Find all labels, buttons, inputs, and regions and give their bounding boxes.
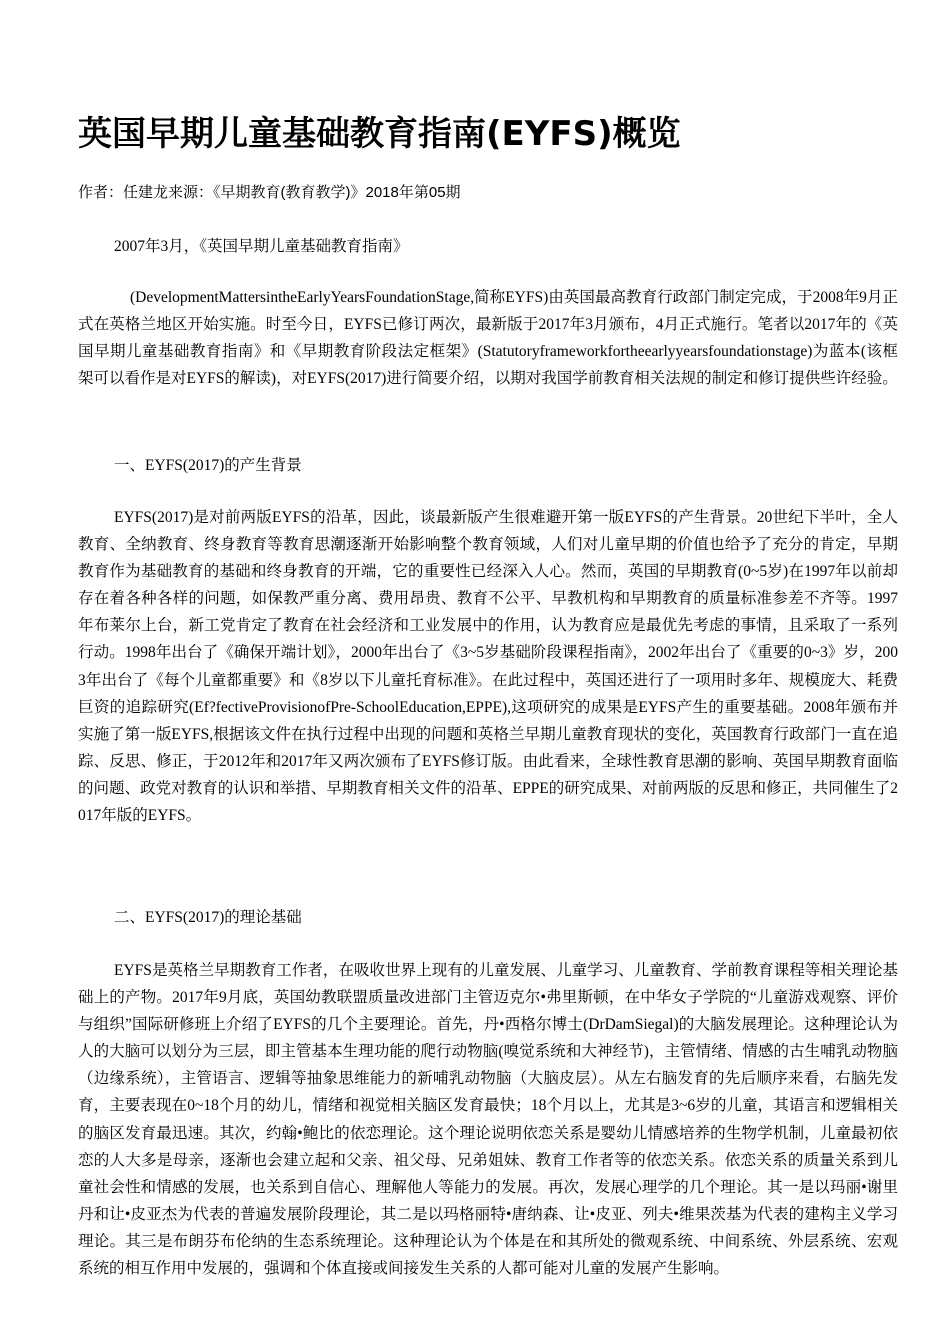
background-paragraph: EYFS(2017)是对前两版EYFS的沿革，因此，谈最新版产生很难避开第一版EYFS的产生背景。20世纪下半叶，全人教育、全纳教育、终身教育等教育思潮逐渐开始影响整个教育领域，人们对儿童早期的价值也给予了充分的肯定，早期教育作为基础教育的基础和终身教育的开端，它的重要性已经深入人心。然而，英国的早期教育(0~5岁)在1997年以前却存在着各种各样的问题，如保教严重分离、费用昂贵、教育不公平、早教机构和早期教育的质量标准参差不齐等。1997年布莱尔上台，新工党肯定了教育在社会经济和工业发展中的作用，认为教育应是最优先考虑的事情，且采取了一系列行动。1998年出台了《确保开端计划》，2000年出台了《3~5岁基础阶段课程指南》，2002年出台了《重要的0~3》岁，2003年出台了《每个儿童都重要》和《8岁以下儿童托育标准》。在此过程中，英国还进行了一项用时多年、规模庞大、耗费巨资的追踪研究(Ef?fectiveProvisionofPre-SchoolEducation,EPPE),这项研究的成果是EYFS产生的重要基础。2008年颁布并实施了第一版EYFS,根据该文件在执行过程中出现的问题和英格兰早期儿童教育现状的变化，英国教育行政部门一直在追踪、反思、修正，于2012年和2017年又两次颁布了EYFS修订版。由此看来，全球性教育思潮的影响、英国早期教育面临的问题、政党对教育的认识和举措、早期教育相关文件的沿革、EPPE的研究成果、对前两版的反思和修正，共同催生了2017年版的EYFS。 — [78, 509, 898, 825]
section-heading-theory: 二、EYFS(2017)的理论基础 — [114, 909, 302, 926]
theory-paragraph: EYFS是英格兰早期教育工作者，在吸收世界上现有的儿童发展、儿童学习、儿童教育、学前教育课程等相关理论基础上的产物。2017年9月底，英国幼教联盟质量改进部门主管迈克尔•弗里斯顿，在中华女子学院的“儿童游戏观察、评价与组织”国际研修班上介绍了EYFS的几个主要理论。首先，丹•西格尔博士(DrDamSiegal)的大脑发展理论。这种理论认为人的大脑可以划分为三层，即主管基本生理功能的爬行动物脑(嗅觉系统和大神经节)，主管情绪、情感的古生哺乳动物脑（边缘系统），主管语言、逻辑等抽象思维能力的新哺乳动物脑（大脑皮层）。从左右脑发育的先后顺序来看，右脑先发育，主要表现在0~18个月的幼儿，情绪和视觉相关脑区发育最快；18个月以上，尤其是3~6岁的儿童，其语言和逻辑相关的脑区发育最迅速。其次，约翰•鲍比的依恋理论。这个理论说明依恋关系是婴幼儿情感培养的生物学机制，儿童最初依恋的人大多是母亲，逐渐也会建立起和父亲、祖父母、兄弟姐妹、教育工作者等的依恋关系。依恋关系的质量关系到儿童社会性和情感的发展，也关系到自信心、理解他人等能力的发展。再次，发展心理学的几个理论。其一是以玛丽•谢里丹和让•皮亚杰为代表的普遍发展阶段理论，其二是以玛格丽特•唐纳森、让•皮亚、列夫•维果茨基为代表的建构主义学习理论。其三是布朗芬布伦纳的生态系统理论。这种理论认为个体是在和其所处的微观系统、中间系统、外层系统、宏观系统的相互作用中发展的，强调和个体直接或间接发生关系的人都可能对儿童的发展产生影响。 — [78, 962, 898, 1278]
intro-paragraph: (DevelopmentMattersintheEarlyYearsFoundationStage,简称EYFS)由英国最高教育行政部门制定完成，于2008年9月正式在英格兰地区开始实施。时至今日，EYFS已修订两次，最新版于2017年3月颁布，4月正式施行。笔者以2017年的《英国早期儿童基础教育指南》和《早期教育阶段法定框架》(Statutoryframeworkfortheearlyyearsfoundationstage)为蓝本(该框架可以看作是对EYFS的解读)，对EYFS(2017)进行简要介绍，以期对我国学前教育相关法规的制定和修订提供些许经验。 — [78, 289, 898, 388]
section-heading-background: 一、EYFS(2017)的产生背景 — [114, 457, 302, 474]
byline: 作者：任建龙来源：《早期教育(教育教学)》2018年第05期 — [78, 184, 461, 201]
intro-date-line: 2007年3月，《英国早期儿童基础教育指南》 — [114, 238, 409, 255]
page-title: 英国早期儿童基础教育指南(EYFS)概览 — [78, 114, 681, 154]
